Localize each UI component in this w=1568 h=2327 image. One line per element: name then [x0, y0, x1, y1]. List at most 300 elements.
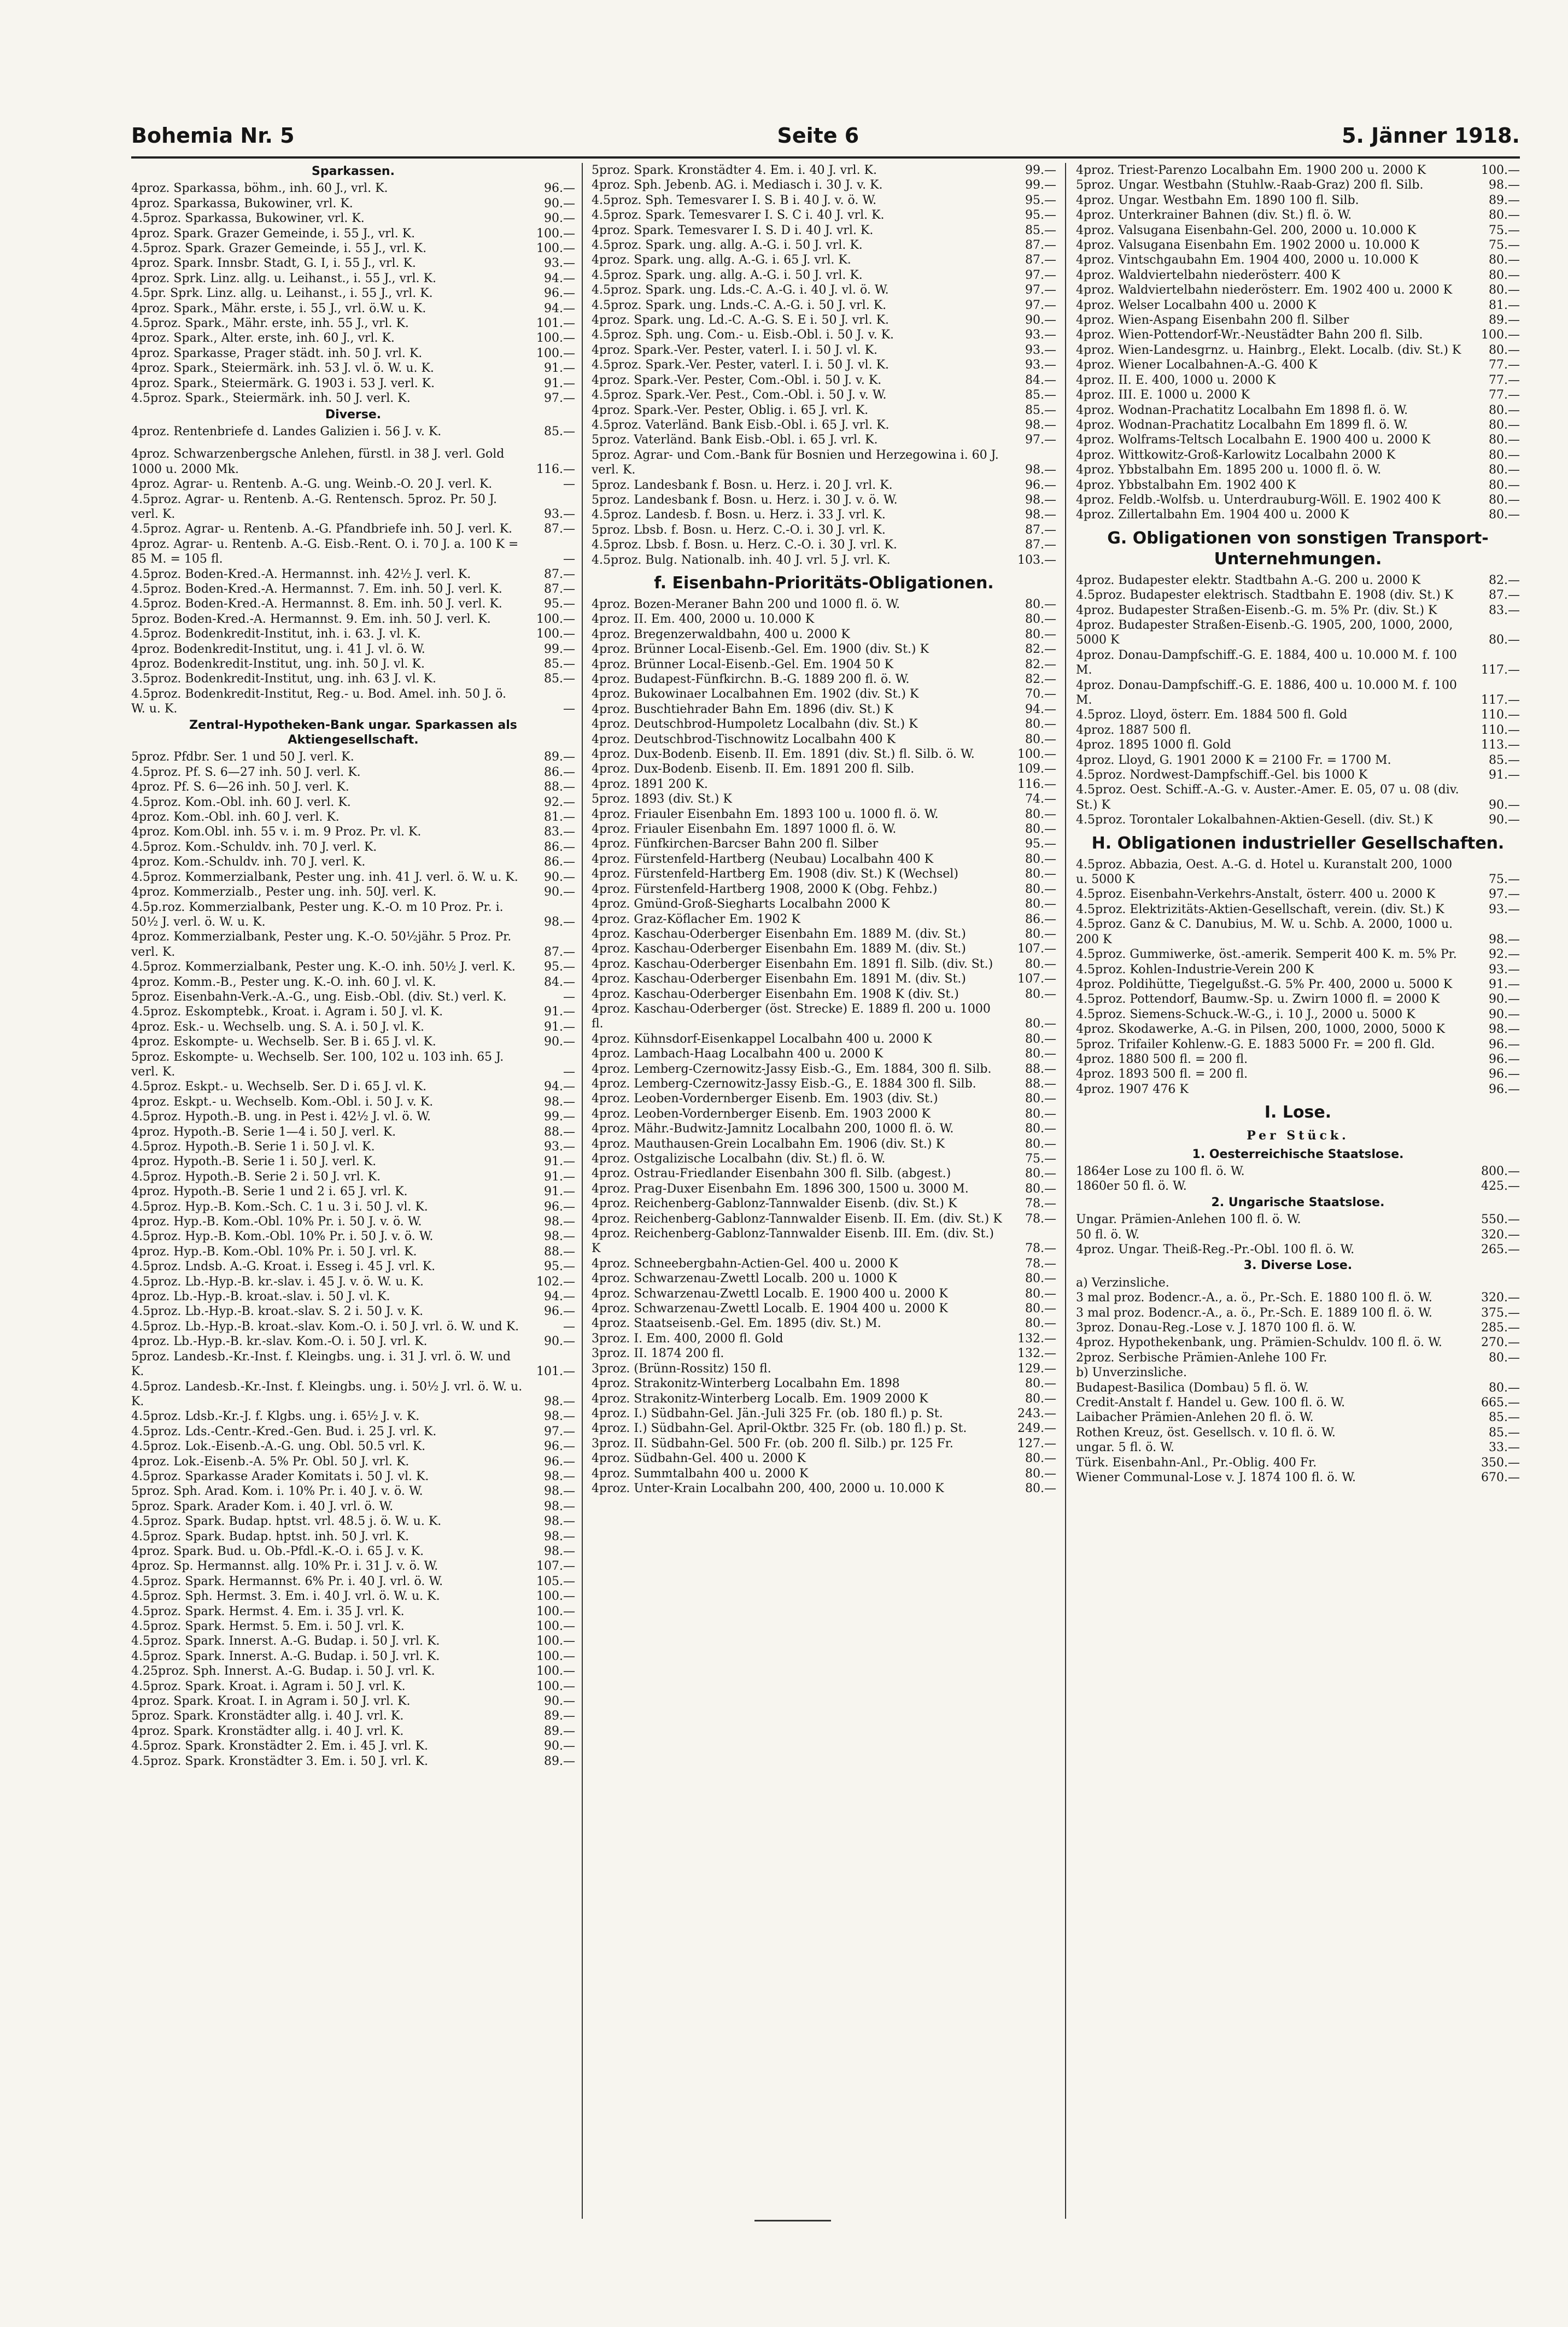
listing-row	[131, 1454, 575, 1469]
listing-row	[592, 1077, 1056, 1091]
price-value: 82.—	[1489, 573, 1520, 587]
security-name: 4proz. Lloyd, G. 1901 2000 K = 2100 Fr. = 1700 M.	[1076, 753, 1391, 767]
listing-row	[1076, 223, 1520, 238]
listing-row	[1076, 343, 1520, 358]
listing-row	[131, 1739, 575, 1753]
security-name: 4proz. Bodenkredit-Institut, ung. i. 41 J. vl. ö. W.	[131, 642, 425, 656]
security-name: 4proz. Kom.-Obl. inh. 60 J. verl. K.	[131, 810, 340, 825]
security-name: 4.5pr. Sprk. Linz. allg. u. Leihanst., i. 55 J., vrl. K.	[131, 287, 433, 301]
section-heading: Zentral-Hypotheken-Bank ungar. Sparkassen als Aktiengesellschaft.	[189, 718, 517, 747]
security-name: 4.5proz. Spark. Grazer Gemeinde, i. 55 J., vrl. K.	[131, 242, 427, 256]
security-name: 4proz. Eskompte- u. Wechselb. Ser. B i. 65 J. vl. K.	[131, 1035, 436, 1049]
security-name: 4.5proz. Hypoth.-B. Serie 2 i. 50 J. vrl. K.	[131, 1170, 381, 1184]
security-name: 5proz. Ungar. Westbahn (Stuhlw.-Raab-Graz) 200 fl. Silb.	[1076, 178, 1424, 192]
price-value: 85.—	[544, 657, 575, 671]
security-name: 4proz. Wodnan-Prachatitz Localbahn Em 1899 fl. ö. W.	[1076, 418, 1408, 432]
price-value: 98.—	[544, 1095, 575, 1109]
price-value: 91.—	[544, 1020, 575, 1034]
price-value: 89.—	[544, 1709, 575, 1723]
listing-row	[131, 1619, 575, 1634]
security-name: 4proz. Friauler Eisenbahn Em. 1893 100 u. 1000 fl. ö. W.	[592, 807, 939, 821]
price-value: 80.—	[1025, 1182, 1056, 1196]
security-name: 4proz. Leoben-Vordernberger Eisenb. Em. 1903 (div. St.)	[592, 1092, 938, 1106]
listing-row	[1076, 178, 1520, 192]
listing-row	[131, 1754, 575, 1769]
listing-row	[131, 810, 575, 825]
listing-row	[1076, 448, 1520, 463]
security-name: 4proz. Fünfkirchen-Barcser Bahn 200 fl. Silber	[592, 837, 879, 851]
price-value: 98.—	[544, 1215, 575, 1229]
listing-row	[592, 448, 1056, 478]
security-name: 4proz. II. Em. 400, 2000 u. 10.000 K	[592, 612, 815, 627]
security-name: 4proz. Spark. Kronstädter allg. i. 40 J. vrl. K.	[131, 1724, 404, 1738]
listing-row	[592, 1032, 1056, 1046]
listing-row	[592, 553, 1056, 568]
security-name: b) Unverzinsliche.	[1076, 1366, 1187, 1380]
security-name: 5proz. Landesbank f. Bosn. u. Herz. i. 30 J. v. ö. W.	[592, 493, 898, 507]
security-name: 4proz. Lb.-Hyp.-B. kroat.-slav. i. 50 J. vl. K.	[131, 1290, 390, 1304]
security-name: 4proz. Ybbstalbahn Em. 1902 400 K	[1076, 478, 1296, 492]
price-value: 94.—	[544, 271, 575, 285]
price-value: 90.—	[544, 1739, 575, 1753]
listing-row	[592, 792, 1056, 806]
price-value: 98.—	[544, 1469, 575, 1483]
security-name: 4proz. Kommerzialbank, Pester ung. K.-O. 50½jähr. 5 Proz. Pr. verl. K.	[131, 930, 512, 959]
price-value: 93.—	[544, 507, 575, 521]
listing-row	[131, 1694, 575, 1709]
listing-row	[131, 990, 575, 1004]
price-value: 93.—	[1489, 902, 1520, 916]
security-name: Laibacher Prämien-Anlehen 20 fl. ö. W.	[1076, 1411, 1314, 1425]
price-value: 110.—	[1481, 708, 1520, 722]
security-name: 4proz. Wittkowitz-Groß-Karlowitz Localbahn 2000 K	[1076, 448, 1396, 462]
price-value: 93.—	[1025, 328, 1056, 342]
price-value: 95.—	[1025, 837, 1056, 851]
listing-row	[1076, 418, 1520, 432]
security-name: 4proz. Fürstenfeld-Hartberg Em. 1908 (div. St.) K (Wechsel)	[592, 867, 958, 881]
security-name: 4.5proz. Spark., Mähr. erste, inh. 55 J., vrl. K.	[131, 317, 409, 331]
price-value: 95.—	[544, 597, 575, 611]
listing-row	[1076, 493, 1520, 507]
listing-row	[131, 1409, 575, 1424]
security-name: 4.5proz. Spark. ung. allg. A.-G. i. 50 J. vrl. K.	[592, 238, 863, 253]
security-name: 4proz. Bodenkredit-Institut, ung. inh. 50 J. vl. K.	[131, 657, 425, 671]
listing-row	[1076, 618, 1520, 648]
security-name: 4.5proz. Spark.-Ver. Pester, vaterl. I. i. 50 J. vl. K.	[592, 358, 890, 372]
security-name: 4proz. Graz-Köflacher Em. 1902 K	[592, 912, 800, 926]
listing-row	[592, 942, 1056, 956]
column-divider	[1065, 163, 1066, 2219]
security-name: 4proz. 1880 500 fl. = 200 fl.	[1076, 1052, 1248, 1066]
security-name: 3proz. (Brünn-Rossitz) 150 fl.	[592, 1361, 771, 1376]
price-value: 87.—	[544, 945, 575, 959]
price-value: 98.—	[544, 1544, 575, 1558]
security-name: 4proz. Spark., Steiermärk. inh. 53 J. vl. ö. W. u. K.	[131, 361, 434, 376]
security-name: 4proz. Kaschau-Oderberger (öst. Strecke) E. 1889 fl. 200 u. 1000 fl.	[592, 1002, 991, 1031]
security-name: 4proz. Sparkassa, böhm., inh. 60 J., vrl. K.	[131, 182, 388, 196]
security-name: 5proz. 1893 (div. St.) K	[592, 792, 732, 806]
price-value: 350.—	[1481, 1455, 1520, 1470]
price-value: 90.—	[1489, 992, 1520, 1007]
price-value: 96.—	[544, 182, 575, 196]
price-value: 96.—	[544, 1440, 575, 1454]
security-name: 4proz. I.) Südbahn-Gel. April-Oktbr. 325 Fr. (ob. 180 fl.) p. St.	[592, 1422, 967, 1436]
listing-row	[131, 612, 575, 627]
listing-row	[131, 1154, 575, 1169]
security-name: 4proz. Eskpt.- u. Wechselb. Kom.-Obl. i. 50 J. v. K.	[131, 1095, 434, 1109]
price-value: 74.—	[1025, 792, 1056, 806]
listing-row	[592, 373, 1056, 388]
security-name: 4proz. Friauler Eisenbahn Em. 1897 1000 fl. ö. W.	[592, 822, 897, 837]
security-name: 4proz. Sph. Jebenb. AG. i. Mediasch i. 30 J. v. K.	[592, 178, 883, 192]
price-value: 98.—	[1025, 508, 1056, 522]
listing-row	[592, 1376, 1056, 1391]
listing-row	[131, 1095, 575, 1109]
security-name: 4.5proz. Spark. Temesvarer I. S. C i. 40 J. vrl. K.	[592, 208, 885, 223]
issue-date: 5. Jänner 1918.	[1342, 124, 1520, 148]
listing-row	[131, 1334, 575, 1349]
security-name: 3proz. II. 1874 200 fl.	[592, 1347, 724, 1361]
section-heading: G. Obligationen von sonstigen Transport-Unternehmungen.	[1107, 528, 1489, 569]
price-value: 80.—	[1025, 1391, 1056, 1406]
listing-row	[1076, 1227, 1520, 1242]
listing-row	[592, 852, 1056, 867]
listing-row	[131, 376, 575, 391]
security-name: ungar. 5 fl. ö. W.	[1076, 1441, 1174, 1455]
price-value: 70.—	[1025, 687, 1056, 701]
listing-row	[131, 316, 575, 331]
security-name: 5proz. Landesb.-Kr.-Inst. f. Kleingbs. ung. i. 31 J. vrl. ö. W. und K.	[131, 1349, 511, 1379]
listing-row	[131, 1034, 575, 1049]
listing-row	[592, 912, 1056, 927]
security-name: 4proz. Unterkrainer Bahnen (div. St.) fl. ö. W.	[1076, 208, 1352, 223]
security-name: 4.5proz. Spark. Kronstädter 2. Em. i. 45 J. vrl. K.	[131, 1739, 428, 1753]
security-name: 4.5proz. Hypoth.-B. Serie 1 i. 50 J. vl. K.	[131, 1140, 375, 1154]
price-value: —	[563, 477, 575, 492]
price-value: 78.—	[1025, 1212, 1056, 1226]
security-name: 4.5proz. Torontaler Lokalbahnen-Aktien-Gesell. (div. St.) K	[1076, 813, 1433, 827]
listing-row	[1076, 388, 1520, 402]
price-value: 90.—	[544, 212, 575, 226]
listing-row	[131, 447, 575, 477]
security-name: 4.5proz. Hyp.-B. Kom.-Obl. 10% Pr. i. 50 J. v. ö. W.	[131, 1230, 434, 1244]
listing-row	[131, 855, 575, 869]
listing-row	[131, 1484, 575, 1499]
listing-row	[1076, 268, 1520, 283]
price-value: 88.—	[544, 780, 575, 794]
listing-row	[131, 1589, 575, 1604]
listing-row	[131, 537, 575, 567]
listing-row	[1076, 573, 1520, 588]
price-value: 90.—	[1489, 813, 1520, 827]
listing-row	[131, 256, 575, 271]
security-name: 4proz. 1893 500 fl. = 200 fl.	[1076, 1067, 1248, 1081]
listing-row	[1076, 1052, 1520, 1067]
price-value: 82.—	[1025, 642, 1056, 657]
listing-row	[592, 1361, 1056, 1376]
price-value: 87.—	[1025, 253, 1056, 267]
price-value: 95.—	[544, 1260, 575, 1274]
security-name: 4proz. Wiener Localbahnen-A.-G. 400 K	[1076, 358, 1318, 372]
listing-row	[592, 657, 1056, 672]
security-name: 4proz. Kom.Obl. inh. 55 v. i. m. 9 Proz. Pr. vl. K.	[131, 825, 422, 839]
section-heading: Diverse.	[325, 407, 382, 422]
price-value: 96.—	[1025, 478, 1056, 492]
listing-row	[131, 346, 575, 361]
security-name: 4proz. Schwarzenau-Zwettl Localb. 200 u. 1000 K	[592, 1272, 897, 1286]
listing-row	[131, 271, 575, 286]
security-name: 4.5proz. Eisenbahn-Verkehrs-Anstalt, österr. 400 u. 2000 K	[1076, 887, 1436, 902]
security-name: 4proz. 1887 500 fl.	[1076, 723, 1192, 737]
security-name: 4proz. Sparkasse, Prager städt. inh. 50 J. vrl. K.	[131, 346, 423, 360]
price-value: 92.—	[544, 795, 575, 809]
price-value: 103.—	[1017, 553, 1056, 567]
listing-row	[131, 1664, 575, 1679]
security-name: 3 mal proz. Bodencr.-A., a. ö., Pr.-Sch. E. 1889 100 fl. ö. W.	[1076, 1306, 1432, 1320]
listing-row	[131, 1679, 575, 1694]
security-name: 4proz. Spark., Alter. erste, inh. 60 J., vrl. K.	[131, 331, 395, 346]
price-value: 100.—	[536, 1589, 575, 1604]
price-value: 80.—	[1489, 403, 1520, 417]
price-value: 78.—	[1025, 1242, 1056, 1256]
security-name: 4proz. Sprk. Linz. allg. u. Leihanst., i. 55 J., vrl. K.	[131, 271, 436, 285]
price-value: 93.—	[1025, 358, 1056, 372]
price-value: 93.—	[1489, 962, 1520, 977]
security-name: 4proz. Ungar. Theiß-Reg.-Pr.-Obl. 100 fl. ö. W.	[1076, 1243, 1355, 1256]
security-name: 4proz. Hypoth.-B. Serie 1—4 i. 50 J. verl. K.	[131, 1125, 396, 1139]
price-value: 98.—	[1025, 463, 1056, 477]
listing-row	[131, 1574, 575, 1589]
security-name: 4proz. Deutschbrod-Humpoletz Localbahn (div. St.) K	[592, 717, 918, 732]
listing-row	[131, 1499, 575, 1514]
price-value: 75.—	[1489, 873, 1520, 887]
price-value: 320.—	[1481, 1227, 1520, 1242]
security-name: 4proz. Hypoth.-B. Serie 1 i. 50 J. verl. K.	[131, 1155, 377, 1169]
listing-row	[1076, 947, 1520, 962]
listing-row	[592, 313, 1056, 328]
security-name: 4.5proz. Hyp.-B. Kom.-Sch. C. 1 u. 3 i. 50 J. vl. K.	[131, 1200, 428, 1214]
price-value: 107.—	[1017, 972, 1056, 986]
listing-row	[1076, 1425, 1520, 1440]
security-name: 5proz. Eisenbahn-Verk.-A.-G., ung. Eisb.-Obl. (div. St.) verl. K.	[131, 990, 507, 1004]
security-name: 4proz. Wolframs-Teltsch Localbahn E. 1900 400 u. 2000 K	[1076, 433, 1431, 447]
security-name: 4.5proz. Spark. Hermst. 4. Em. i. 35 J. vrl. K.	[131, 1604, 405, 1618]
price-value: 90.—	[1489, 798, 1520, 812]
listing-row	[131, 1229, 575, 1244]
listing-row	[1076, 238, 1520, 253]
security-name: 4proz. Wien-Pottendorf-Wr.-Neustädter Bahn 200 fl. Silb.	[1076, 328, 1423, 342]
listing-row	[131, 424, 575, 439]
column-divider	[582, 163, 583, 2219]
security-name: 4proz. Lemberg-Czernowitz-Jassy Eisb.-G., Em. 1884, 300 fl. Silb.	[592, 1062, 992, 1076]
security-name: 4proz. Schneebergbahn-Actien-Gel. 400 u. 2000 K	[592, 1256, 898, 1271]
listing-row	[131, 1634, 575, 1648]
column-middle	[592, 163, 1056, 2219]
listing-row	[1076, 463, 1520, 477]
security-name: 4proz. Poldihütte, Tiegelgußst.-G. 5% Pr. 400, 2000 u. 5000 K	[1076, 977, 1453, 991]
price-value: 96.—	[1489, 1037, 1520, 1051]
listing-row	[592, 523, 1056, 537]
security-name: 4proz. Triest-Parenzo Localbahn Em. 1900 200 u. 2000 K	[1076, 163, 1426, 177]
price-value: 80.—	[1025, 1317, 1056, 1331]
security-name: 4.5proz. Budapester elektrisch. Stadtbahn E. 1908 (div. St.) K	[1076, 588, 1454, 603]
listing-row	[592, 1121, 1056, 1136]
security-name: 4proz. Budapester Straßen-Eisenb.-G. 1905, 200, 1000, 2000, 5000 K	[1076, 618, 1453, 647]
security-name: 4proz. Donau-Dampfschiff.-G. E. 1886, 400 u. 10.000 M. f. 100 M.	[1076, 678, 1457, 707]
price-value: 100.—	[536, 1634, 575, 1648]
security-name: 4proz. Dux-Bodenb. Eisenb. II. Em. 1891 200 fl. Silb.	[592, 762, 915, 776]
listing-row	[131, 331, 575, 346]
listing-row	[592, 208, 1056, 223]
security-name: 4proz. Kaschau-Oderberger Eisenbahn Em. 1908 K (div. St.)	[592, 987, 959, 1001]
listing-row	[131, 975, 575, 990]
price-value: 80.—	[1489, 268, 1520, 282]
listing-row	[592, 1287, 1056, 1301]
security-name: 4proz. Budapester elektr. Stadtbahn A.-G. 200 u. 2000 K	[1076, 573, 1421, 587]
security-name: 4proz. Brünner Local-Eisenb.-Gel. Em. 1900 (div. St.) K	[592, 642, 929, 657]
price-value: 243.—	[1017, 1406, 1056, 1420]
listing-row	[131, 1274, 575, 1289]
listing-row	[1076, 678, 1520, 708]
security-name: 4proz. Spark. Grazer Gemeinde, i. 55 J., vrl. K.	[131, 226, 416, 241]
price-value: 90.—	[1025, 313, 1056, 328]
security-name: 4proz. Agrar- u. Rentenb. A.-G. ung. Weinb.-O. 20 J. verl. K.	[131, 477, 493, 492]
price-value: 80.—	[1489, 208, 1520, 223]
price-value: 82.—	[1025, 657, 1056, 671]
price-value: 87.—	[544, 567, 575, 581]
security-name: 4proz. Wien-Aspang Eisenbahn 200 fl. Silber	[1076, 313, 1349, 328]
security-name: 3proz. I. Em. 400, 2000 fl. Gold	[592, 1331, 783, 1346]
security-name: 4.5proz. Spark. Innerst. A.-G. Budap. i. 50 J. vrl. K.	[131, 1649, 440, 1663]
price-value: 100.—	[536, 612, 575, 626]
price-value: 117.—	[1481, 693, 1520, 707]
security-name: 5proz. Lbsb. f. Bosn. u. Herz. C.-O. i. 30 J. vrl. K.	[592, 523, 886, 537]
listing-row	[1076, 977, 1520, 992]
listing-row	[131, 687, 575, 717]
security-name: 4.5proz. Spark. Budap. hptst. inh. 50 J. vrl. K.	[131, 1529, 409, 1543]
listing-row	[592, 867, 1056, 881]
price-value: 85.—	[1489, 1425, 1520, 1440]
listing-row	[131, 900, 575, 930]
security-name: 4.5proz. Spark. Kroat. i. Agram i. 50 J. vrl. K.	[131, 1679, 406, 1693]
listing-row	[1076, 373, 1520, 388]
listing-row	[592, 223, 1056, 238]
security-name: 4proz. Strakonitz-Winterberg Localb. Em. 1909 2000 K	[592, 1391, 928, 1406]
price-value: 91.—	[544, 361, 575, 376]
listing-row	[592, 1212, 1056, 1226]
listing-row	[1076, 708, 1520, 722]
price-value: 87.—	[544, 522, 575, 536]
listing-row	[592, 1331, 1056, 1346]
listing-row	[131, 1259, 575, 1274]
price-value: 97.—	[544, 1424, 575, 1439]
security-name: 4.5proz. Bodenkredit-Institut, inh. i. 63. J. vl. K.	[131, 627, 421, 641]
security-name: 4proz. Spark. Bud. u. Ob.-Pfdl.-K.-O. i. 65 J. v. K.	[131, 1544, 424, 1558]
price-value: 98.—	[544, 1515, 575, 1529]
listing-row	[131, 1109, 575, 1124]
price-value: 87.—	[1025, 523, 1056, 537]
listing-row	[592, 1436, 1056, 1451]
security-name: 4proz. Wodnan-Prachatitz Localbahn Em 1898 fl. ö. W.	[1076, 403, 1408, 417]
price-value: 83.—	[544, 825, 575, 839]
price-value: 80.—	[1025, 957, 1056, 971]
listing-row	[131, 1709, 575, 1723]
listing-row	[1076, 403, 1520, 418]
security-name: 4.5proz. Spark. Budap. hptst. vrl. 48.5 j. ö. W. u. K.	[131, 1515, 442, 1529]
security-name: 5proz. Boden-Kred.-A. Hermannst. 9. Em. inh. 50 J. verl. K.	[131, 612, 491, 626]
price-value: 80.—	[1025, 1287, 1056, 1301]
price-value: 80.—	[1025, 1377, 1056, 1391]
security-name: 4.5proz. Sparkasse Arader Komitats i. 50 J. vl. K.	[131, 1469, 429, 1483]
listing-row	[131, 657, 575, 671]
price-value: 80.—	[1489, 1350, 1520, 1365]
price-value: 77.—	[1489, 388, 1520, 402]
listing-row	[131, 1020, 575, 1034]
price-value: 99.—	[1025, 178, 1056, 192]
listing-row	[131, 1649, 575, 1664]
listing-row	[131, 196, 575, 211]
security-name: 4proz. Esk.- u. Wechselb. ung. S. A. i. 50 J. vl. K.	[131, 1020, 424, 1034]
price-value: 80.—	[1489, 433, 1520, 447]
listing-row	[1076, 812, 1520, 827]
price-value: 96.—	[544, 1454, 575, 1469]
listing-row	[1076, 1440, 1520, 1455]
price-value: 83.—	[1489, 603, 1520, 617]
price-value: 109.—	[1017, 762, 1056, 776]
price-value: 97.—	[1025, 283, 1056, 297]
listing-row	[131, 1184, 575, 1199]
listing-row	[592, 1346, 1056, 1361]
price-value: 80.—	[1489, 633, 1520, 647]
section-heading: 1. Oesterreichische Staatslose.	[1192, 1147, 1404, 1161]
header-rule	[131, 156, 1520, 159]
listing-row	[1076, 1470, 1520, 1485]
security-name: 4.5proz. Landesb. f. Bosn. u. Herz. i. 33 J. vrl. K.	[592, 508, 886, 522]
price-value: 80.—	[1025, 1122, 1056, 1136]
listing-row	[592, 747, 1056, 762]
listing-row	[131, 582, 575, 597]
price-value: 85.—	[544, 672, 575, 686]
listing-row	[592, 283, 1056, 297]
security-name: 4proz. 1907 476 K	[1076, 1082, 1189, 1096]
security-name: 1860er 50 fl. ö. W.	[1076, 1179, 1187, 1194]
listing-row	[592, 537, 1056, 552]
listing-row	[131, 1125, 575, 1139]
price-value: 80.—	[1025, 897, 1056, 911]
listing-row	[1076, 358, 1520, 372]
price-value: 86.—	[1025, 912, 1056, 926]
listing-row	[131, 1559, 575, 1574]
price-value: 80.—	[1489, 463, 1520, 477]
security-name: 5proz. Pfdbr. Ser. 1 und 50 J. verl. K.	[131, 750, 354, 764]
security-name: 4.5proz. Eskomptebk., Kroat. i. Agram i. 50 J. vl. K.	[131, 1005, 443, 1019]
listing-row	[131, 1289, 575, 1304]
price-value: 105.—	[536, 1574, 575, 1588]
listing-row	[592, 1107, 1056, 1121]
price-value: 80.—	[1489, 253, 1520, 267]
security-name: 4proz. Bozen-Meraner Bahn 200 und 1000 fl. ö. W.	[592, 597, 900, 611]
listing-row	[131, 211, 575, 226]
listing-row	[592, 987, 1056, 1002]
price-value: 98.—	[544, 1410, 575, 1424]
price-value: 101.—	[536, 1365, 575, 1379]
price-value: 98.—	[1025, 418, 1056, 432]
listing-row	[592, 1062, 1056, 1077]
security-name: 4proz. Hyp.-B. Kom.-Obl. 10% Pr. i. 50 J. v. ö. W.	[131, 1215, 422, 1229]
listing-row	[592, 927, 1056, 942]
listing-row	[131, 1469, 575, 1484]
price-value: 80.—	[1489, 448, 1520, 462]
